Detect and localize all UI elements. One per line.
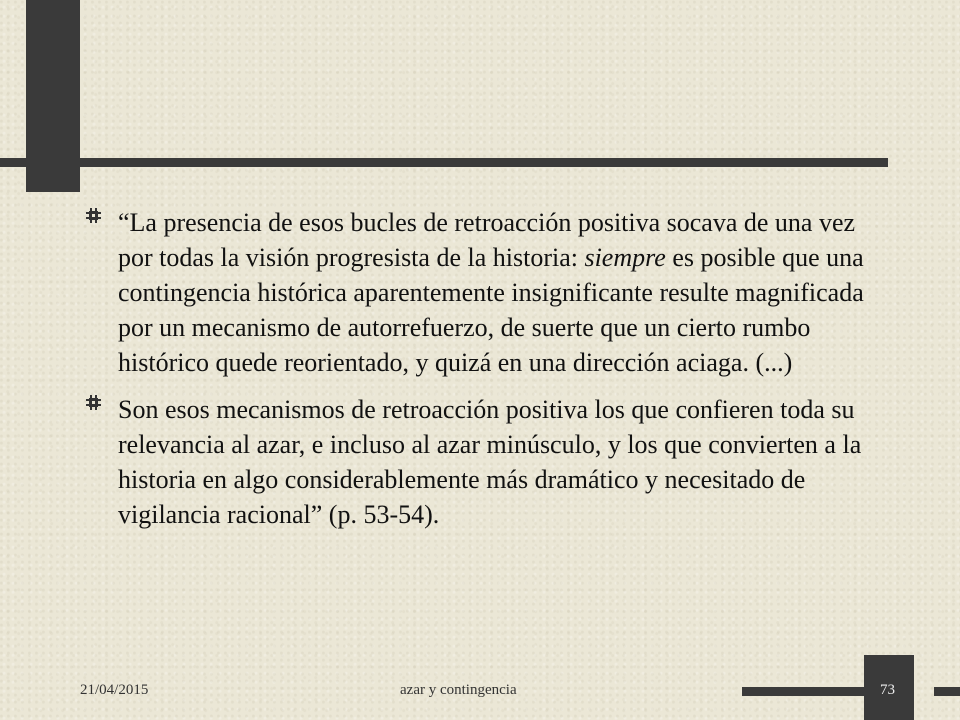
decorative-top-rule bbox=[0, 158, 888, 167]
slide-content bbox=[86, 205, 886, 532]
decorative-bottom-rule-right bbox=[934, 687, 960, 696]
bullet-1-text-b: es posible que una contingencia histórica aparentemente insignificante resulte magnificada por un mecanismo de autorrefuerzo, de suerte que un cierto rumbo histórico quede reorientado, y quizá en una dirección aciaga. (...) bbox=[118, 243, 864, 377]
bullet-2-text: Son esos mecanismos de retroacción positiva los que confieren toda su relevancia al azar, e incluso al azar minúsculo, y los que convierten a la historia en algo considerablemente más dramático y necesitado de vigilancia racional” (p. 53-54). bbox=[118, 395, 862, 529]
footer-title: azar y contingencia bbox=[400, 682, 517, 698]
page-number: 73 bbox=[880, 682, 895, 698]
bullet-icon bbox=[86, 208, 101, 223]
bullet-1-emphasis: siempre bbox=[584, 243, 666, 272]
bullet-icon bbox=[86, 395, 101, 410]
footer-date: 21/04/2015 bbox=[80, 682, 149, 698]
bullet-item-2 bbox=[86, 392, 886, 532]
bullet-1-text-a: “La presencia de esos bucles de retroacción positiva socava de una vez por todas la visión progresista de la historia: bbox=[118, 208, 856, 272]
decorative-bottom-rule bbox=[742, 687, 864, 696]
bullet-item-1 bbox=[86, 205, 886, 380]
